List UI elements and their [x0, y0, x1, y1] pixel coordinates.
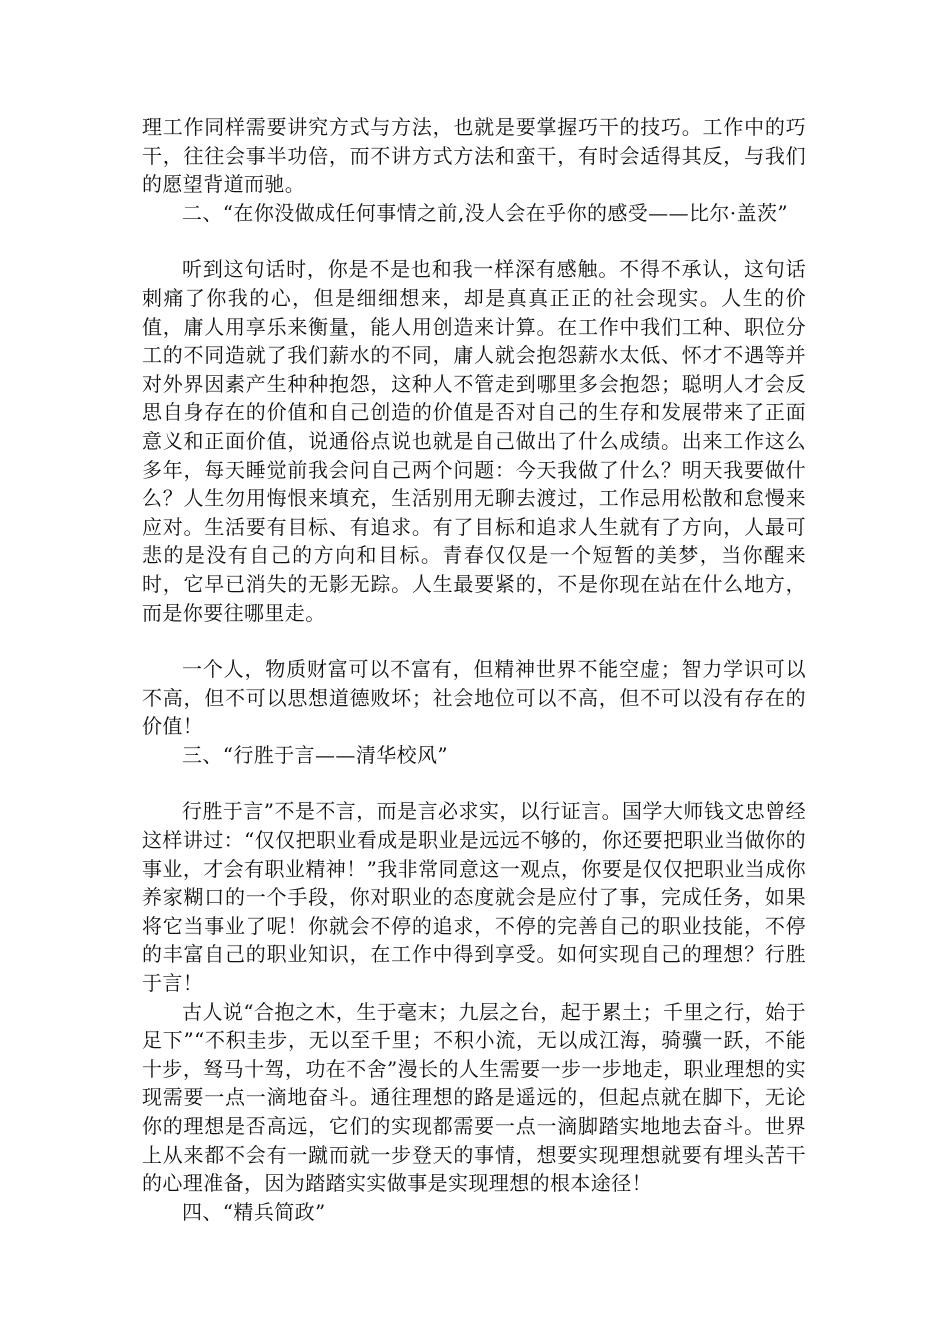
paragraph-section-3-proverbs: 古人说“合抱之木，生于毫末；九层之台，起于累土；千里之行，始于足下”“不积圭步，无以至千里；不积小流，无以成江海，骑骥一跃，不能十步，驽马十驾，功在不舍”漫长的人生需要一步一步地走，职业理想的实现需要一点一滴地奋斗。通往理想的路是遥远的，但起点就在脚下，无论你的理想是否高远，它们的实现都需要一点一滴脚踏实地地去奋斗。世界上从来都不会有一蹴而就一步登天的事情，想要实现理想就要有埋头苦干的心理准备，因为踏踏实实做事是实现理想的根本途径！ — [142, 999, 806, 1196]
paragraph-continuation: 理工作同样需要讲究方式与方法，也就是要掌握巧干的技巧。工作中的巧干，往往会事半功倍，而不讲方式方法和蛮干，有时会适得其反，与我们的愿望背道而驰。 — [142, 115, 806, 197]
document-page — [142, 113, 806, 1226]
paragraph-section-3-body: 行胜于言”不是不言，而是言必求实，以行证言。国学大师钱文忠曾经这样讲过：“仅仅把职业看成是职业是远远不够的，你还要把职业当做你的事业，才会有职业精神！”我非常同意这一观点，你要是仅仅把职业当成你养家糊口的一个手段，你对职业的态度就会是应付了事，完成任务，如果将它当事业了呢！你就会不停的追求，不停的完善自己的职业技能，不停的丰富自己的职业知识，在工作中得到享受。如何实现自己的理想？行胜于言！ — [142, 799, 806, 996]
paragraph-section-2-conclusion: 一个人，物质财富可以不富有，但精神世界不能空虚；智力学识可以不高，但不可以思想道德败坏；社会地位可以不高，但不可以没有存在的价值！ — [142, 657, 806, 739]
section-heading-2: 二、“在你没做成任何事情之前,没人会在乎你的感受——比尔·盖茨” — [182, 200, 788, 225]
section-heading-3: 三、“行胜于言——清华校风” — [182, 742, 449, 767]
section-heading-4: 四、“精兵简政” — [182, 1199, 326, 1224]
paragraph-section-2-body: 听到这句话时，你是不是也和我一样深有感触。不得不承认，这句话刺痛了你我的心，但是细细想来，却是真真正正的社会现实。人生的价值，庸人用享乐来衡量，能人用创造来计算。在工作中我们工种、职位分工的不同造就了我们薪水的不同，庸人就会抱怨薪水太低、怀才不遇等并对外界因素产生种种抱怨，这种人不管走到哪里多会抱怨；聪明人才会反思自身存在的价值和自己创造的价值是否对自己的生存和发展带来了正面意义和正面价值，说通俗点说也就是自己做出了什么成绩。出来工作这么多年，每天睡觉前我会问自己两个问题：今天我做了什么？明天我要做什么？人生勿用悔恨来填充，生活别用无聊去渡过，工作忌用松散和怠慢来应对。生活要有目标、有追求。有了目标和追求人生就有了方向，人最可悲的是没有自己的方向和目标。青春仅仅是一个短暂的美梦，当你醒来时，它早已消失的无影无踪。人生最要紧的，不是你现在站在什么地方，而是你要往哪里走。 — [142, 257, 806, 625]
